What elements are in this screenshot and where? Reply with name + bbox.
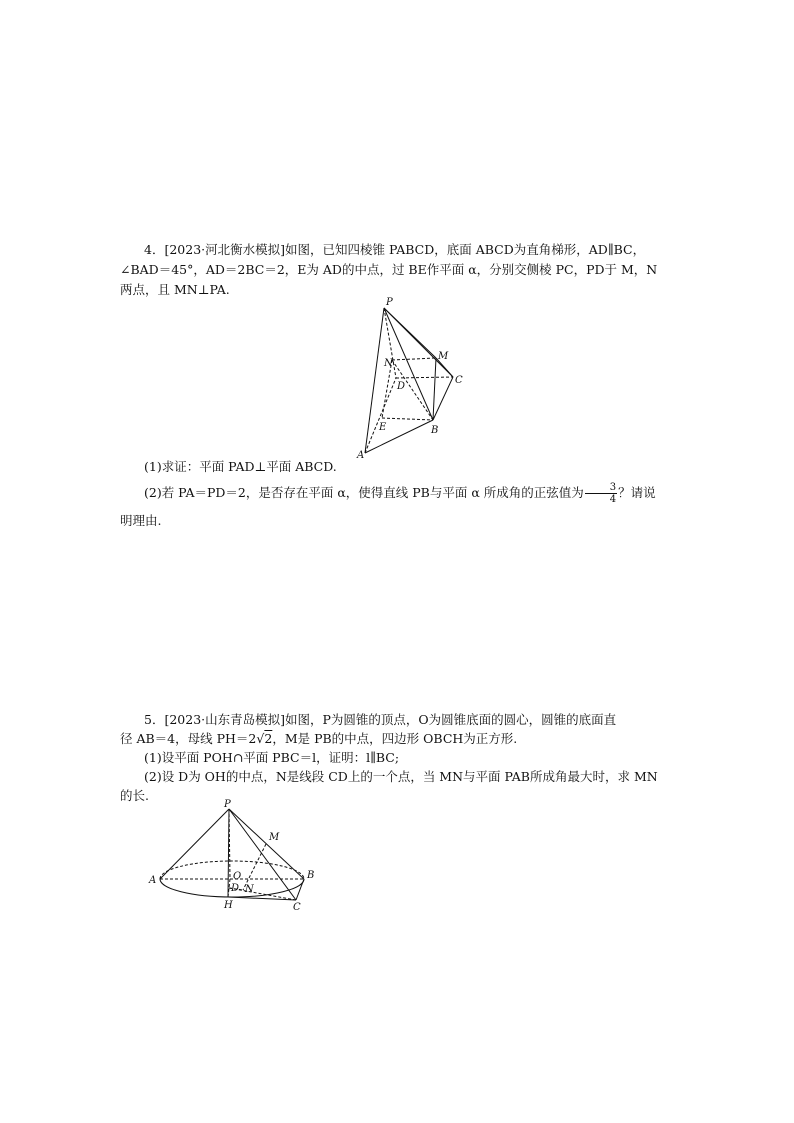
problem4-q2 [120,482,680,505]
sqrt-symbol: √ [256,731,265,746]
edge-PA [160,809,229,879]
edge-BC [433,377,453,420]
fraction-numerator: 3 [585,482,617,494]
edge-AB [365,420,433,453]
problem4-line1: 4．[2023·河北衡水模拟]如图，已知四棱锥 PABCD，底面 ABCD为直角梯形，AD∥BC， [144,242,646,257]
fraction-three-quarters [585,482,617,505]
problem5-line2-a: 径 AB＝4，母线 PH＝2 [120,731,257,746]
edge-NM [392,358,436,360]
edge-EB [382,418,433,420]
fraction-denominator: 4 [609,494,617,505]
label-O: O [233,871,242,882]
label-M: M [438,351,449,362]
label-N: N [384,358,393,369]
problem5-q2-line2: 的长. [120,788,149,803]
problem4-line3: 两点，且 MN⊥PA. [120,282,230,297]
label-B: B [307,870,315,881]
problem5-line2-b: ，M是 PB的中点，四边形 OBCH为正方形. [272,731,518,746]
edge-PO [229,809,230,879]
edge-BC [296,879,304,900]
label-D: D [231,883,240,894]
label-D: D [397,381,406,392]
label-B: B [431,425,439,436]
label-C: C [293,902,301,913]
problem4-q2-tail: ？请说 [618,485,656,500]
cone-figure [146,800,326,915]
edge-PC [229,809,296,900]
label-A: A [149,875,157,886]
label-P: P [386,297,393,308]
pyramid-figure [352,296,472,461]
problem4-q2-text: (2)若 PA＝PD＝2，是否存在平面 α，使得直线 PB与平面 α 所成角的正弦值为 [144,485,584,500]
label-H: H [224,900,233,911]
sqrt-radicand: 2 [264,731,273,746]
label-N: N [245,884,254,895]
label-P: P [224,799,231,810]
edge-PB [229,809,304,879]
problem5-line1: 5．[2023·山东青岛模拟]如图，P为圆锥的顶点，O为圆锥底面的圆心，圆锥的底面直 [144,712,617,727]
problem5-q2: (2)设 D为 OH的中点，N是线段 CD上的一个点，当 MN与平面 PAB所成角最大时，求 MN [144,769,658,784]
problem5-q1: (1)设平面 POH∩平面 PBC＝l，证明：l∥BC; [144,750,400,765]
label-C: C [455,375,463,386]
label-A: A [357,450,365,461]
problem5-line2 [120,729,680,749]
edge-BM [433,358,436,420]
problem4-line2: ∠BAD＝45°，AD＝2BC＝2，E为 AD的中点，过 BE作平面 α，分别交侧棱 PC，PD于 M，N [120,262,658,277]
problem4-q1: (1)求证：平面 PAD⊥平面 ABCD. [144,459,337,474]
edge-PM [384,308,436,358]
label-M: M [269,832,280,843]
base-back-arc [160,861,304,879]
label-E: E [379,422,387,433]
edge-PH [228,809,229,897]
problem4-q2-line2: 明理由. [120,513,162,528]
